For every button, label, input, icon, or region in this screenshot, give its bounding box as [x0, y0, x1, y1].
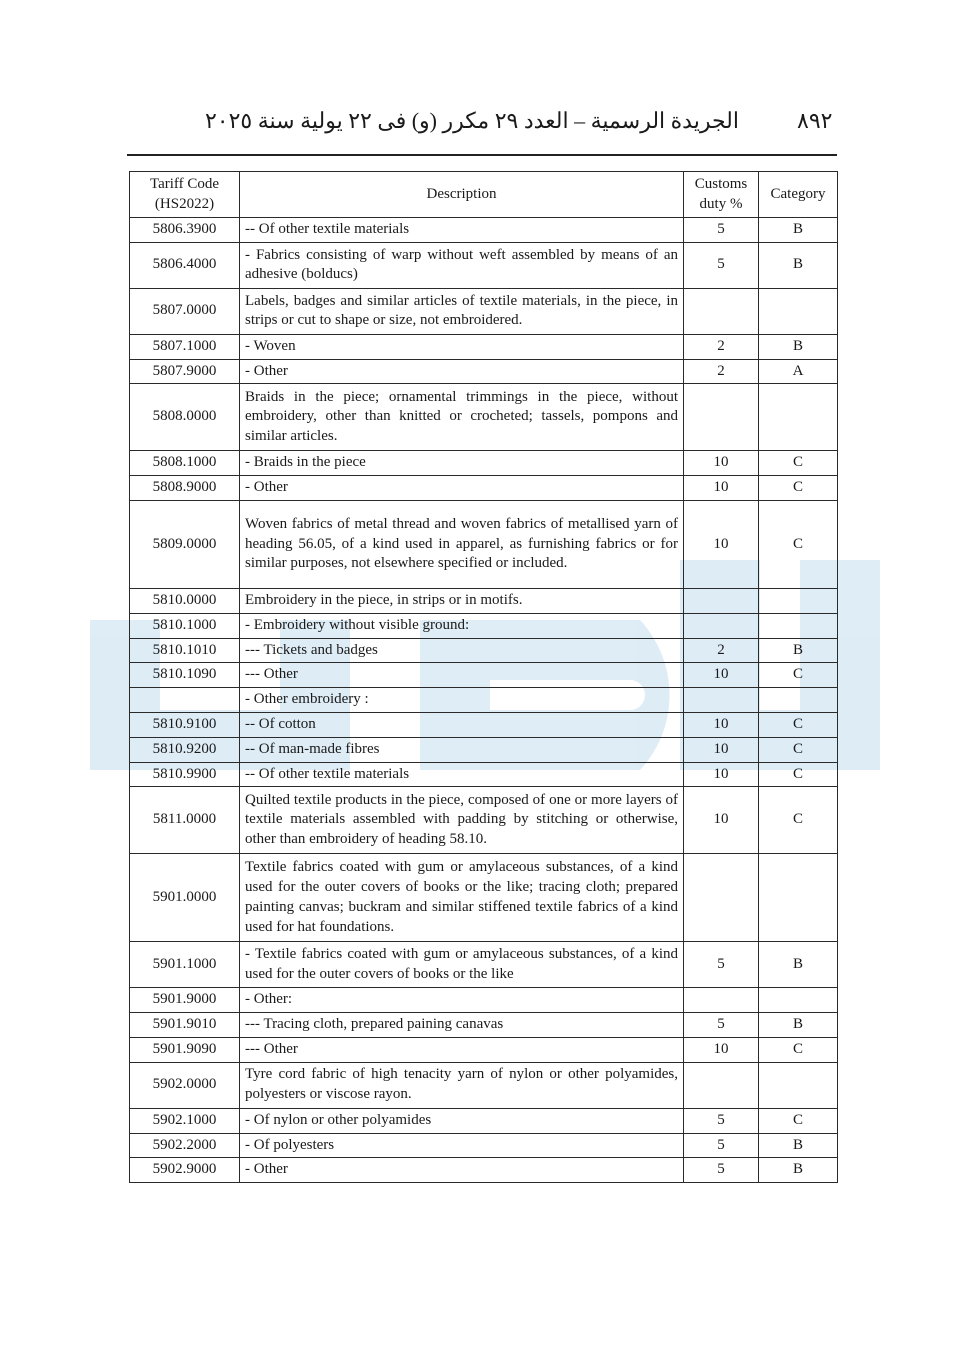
tariff-code-cell: 5806.3900 [130, 218, 240, 243]
customs-duty-cell [684, 988, 759, 1013]
column-header-description: Description [240, 172, 684, 218]
description-cell: --- Other [240, 663, 684, 688]
tariff-code-cell: 5901.9090 [130, 1037, 240, 1062]
description-cell: Embroidery in the piece, in strips or in motifs. [240, 588, 684, 613]
description-cell: - Other embroidery : [240, 688, 684, 713]
customs-duty-cell: 5 [684, 1108, 759, 1133]
category-cell [759, 988, 838, 1013]
customs-duty-cell: 10 [684, 787, 759, 854]
category-cell: C [759, 737, 838, 762]
table-row [130, 854, 838, 942]
tariff-code-cell: 5902.9000 [130, 1158, 240, 1183]
description-cell: -- Of cotton [240, 712, 684, 737]
tariff-code-cell: 5901.0000 [130, 854, 240, 942]
category-cell [759, 288, 838, 334]
customs-duty-cell [684, 854, 759, 942]
description-cell: - Other: [240, 988, 684, 1013]
tariff-table [129, 171, 838, 1183]
customs-duty-cell: 5 [684, 942, 759, 988]
tariff-code-cell: 5810.1000 [130, 613, 240, 638]
page-number: ٨٩٢ [797, 108, 833, 133]
table-row [130, 1108, 838, 1133]
tariff-code-cell: 5901.9010 [130, 1013, 240, 1038]
category-cell: A [759, 359, 838, 384]
category-cell: B [759, 242, 838, 288]
description-cell: - Braids in the piece [240, 451, 684, 476]
description-cell: -- Of other textile materials [240, 218, 684, 243]
tariff-code-cell: 5810.9900 [130, 762, 240, 787]
column-header-customs-duty: Customs duty % [684, 172, 759, 218]
customs-duty-cell: 10 [684, 663, 759, 688]
table-row [130, 359, 838, 384]
description-cell: - Other [240, 476, 684, 501]
tariff-code-cell: 5901.9000 [130, 988, 240, 1013]
category-cell: C [759, 500, 838, 588]
description-cell: - Of nylon or other polyamides [240, 1108, 684, 1133]
column-header-category: Category [759, 172, 838, 218]
category-cell [759, 384, 838, 451]
tariff-code-cell: 5902.1000 [130, 1108, 240, 1133]
tariff-code-cell: 5808.9000 [130, 476, 240, 501]
category-cell: C [759, 451, 838, 476]
table-row [130, 1037, 838, 1062]
tariff-code-cell [130, 688, 240, 713]
category-cell: B [759, 942, 838, 988]
tariff-code-cell: 5810.1090 [130, 663, 240, 688]
category-cell: C [759, 787, 838, 854]
table-row [130, 712, 838, 737]
category-cell: C [759, 1037, 838, 1062]
customs-duty-cell: 5 [684, 1158, 759, 1183]
customs-duty-cell [684, 288, 759, 334]
table-row [130, 787, 838, 854]
category-cell: C [759, 762, 838, 787]
tariff-code-cell: 5809.0000 [130, 500, 240, 588]
table-row [130, 384, 838, 451]
table-row [130, 334, 838, 359]
table-row [130, 613, 838, 638]
description-cell: --- Tracing cloth, prepared paining canavas [240, 1013, 684, 1038]
description-cell: - Other [240, 359, 684, 384]
category-cell [759, 688, 838, 713]
category-cell: C [759, 1108, 838, 1133]
table-row [130, 476, 838, 501]
table-row [130, 737, 838, 762]
customs-duty-cell [684, 1062, 759, 1108]
table-row [130, 588, 838, 613]
customs-duty-cell: 2 [684, 359, 759, 384]
tariff-code-cell: 5807.9000 [130, 359, 240, 384]
customs-duty-cell: 10 [684, 762, 759, 787]
category-cell [759, 1062, 838, 1108]
customs-duty-cell: 5 [684, 242, 759, 288]
tariff-code-cell: 5808.1000 [130, 451, 240, 476]
category-cell: B [759, 218, 838, 243]
category-cell: B [759, 1158, 838, 1183]
category-cell: B [759, 638, 838, 663]
customs-duty-cell: 2 [684, 334, 759, 359]
customs-duty-cell: 5 [684, 218, 759, 243]
table-row [130, 762, 838, 787]
column-header-tariff-code: Tariff Code (HS2022) [130, 172, 240, 218]
tariff-code-cell: 5808.0000 [130, 384, 240, 451]
table-row [130, 988, 838, 1013]
table-row [130, 242, 838, 288]
customs-duty-cell: 10 [684, 712, 759, 737]
description-cell: Braids in the piece; ornamental trimmings in the piece, without embroidery, other than knitted or crocheted; tassels, pompons and similar articles. [240, 384, 684, 451]
description-cell: - Embroidery without visible ground: [240, 613, 684, 638]
tariff-code-cell: 5806.4000 [130, 242, 240, 288]
category-cell: C [759, 476, 838, 501]
description-cell: Tyre cord fabric of high tenacity yarn of nylon or other polyamides, polyesters or viscose rayon. [240, 1062, 684, 1108]
description-cell: Labels, badges and similar articles of textile materials, in the piece, in strips or cut to shape or size, not embroidered. [240, 288, 684, 334]
tariff-code-cell: 5810.0000 [130, 588, 240, 613]
tariff-table-body [130, 218, 838, 1183]
category-cell: B [759, 334, 838, 359]
description-cell: -- Of other textile materials [240, 762, 684, 787]
category-cell: C [759, 712, 838, 737]
description-cell: --- Tickets and badges [240, 638, 684, 663]
table-row [130, 1062, 838, 1108]
tariff-code-cell: 5810.9200 [130, 737, 240, 762]
customs-duty-cell: 2 [684, 638, 759, 663]
description-cell: - Of polyesters [240, 1133, 684, 1158]
header-rule [127, 154, 837, 156]
customs-duty-cell: 5 [684, 1133, 759, 1158]
customs-duty-cell: 10 [684, 500, 759, 588]
page-header [127, 104, 837, 144]
table-row [130, 500, 838, 588]
table-row [130, 1133, 838, 1158]
table-row [130, 638, 838, 663]
description-cell: Quilted textile products in the piece, composed of one or more layers of textile materials assembled with padding by stitching or otherwise, other than embroidery of heading 58.10. [240, 787, 684, 854]
table-row [130, 218, 838, 243]
customs-duty-cell [684, 588, 759, 613]
description-cell: - Woven [240, 334, 684, 359]
customs-duty-cell: 10 [684, 476, 759, 501]
category-cell: C [759, 663, 838, 688]
category-cell: B [759, 1133, 838, 1158]
table-row [130, 663, 838, 688]
tariff-code-cell: 5807.0000 [130, 288, 240, 334]
table-row [130, 688, 838, 713]
table-row [130, 1013, 838, 1038]
category-cell [759, 854, 838, 942]
table-row [130, 1158, 838, 1183]
description-cell: Woven fabrics of metal thread and woven fabrics of metallised yarn of heading 56.05, of a kind used in apparel, as furnishing fabrics or for similar purposes, not elsewhere specified or included. [240, 500, 684, 588]
customs-duty-cell [684, 688, 759, 713]
tariff-code-cell: 5902.0000 [130, 1062, 240, 1108]
tariff-code-cell: 5810.1010 [130, 638, 240, 663]
description-cell: --- Other [240, 1037, 684, 1062]
customs-duty-cell [684, 384, 759, 451]
customs-duty-cell: 10 [684, 451, 759, 476]
tariff-code-cell: 5901.1000 [130, 942, 240, 988]
tariff-code-cell: 5810.9100 [130, 712, 240, 737]
table-row [130, 288, 838, 334]
table-header-row [130, 172, 838, 218]
customs-duty-cell: 10 [684, 737, 759, 762]
category-cell: B [759, 1013, 838, 1038]
description-cell: - Textile fabrics coated with gum or amylaceous substances, of a kind used for the outer covers of books or the like [240, 942, 684, 988]
tariff-code-cell: 5807.1000 [130, 334, 240, 359]
description-cell: -- Of man-made fibres [240, 737, 684, 762]
tariff-code-cell: 5902.2000 [130, 1133, 240, 1158]
customs-duty-cell [684, 613, 759, 638]
description-cell: - Other [240, 1158, 684, 1183]
table-row [130, 451, 838, 476]
description-cell: - Fabrics consisting of warp without weft assembled by means of an adhesive (bolducs) [240, 242, 684, 288]
category-cell [759, 613, 838, 638]
gazette-title: الجريدة الرسمية – العدد ٢٩ مكرر (و) فى ٢٢ يولية سنة ٢٠٢٥ [204, 108, 739, 133]
description-cell: Textile fabrics coated with gum or amylaceous substances, of a kind used for the outer covers of books or the like; tracing cloth; prepared painting canvas; buckram and similar stiffened textile fabrics of a kind used for hat foundations. [240, 854, 684, 942]
customs-duty-cell: 5 [684, 1013, 759, 1038]
customs-duty-cell: 10 [684, 1037, 759, 1062]
table-row [130, 942, 838, 988]
category-cell [759, 588, 838, 613]
tariff-code-cell: 5811.0000 [130, 787, 240, 854]
